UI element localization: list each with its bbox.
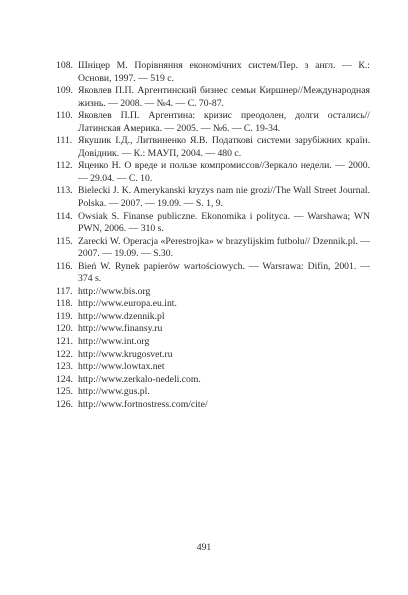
list-item xyxy=(56,110,370,135)
reference-link[interactable]: http://www.finansy.ru xyxy=(78,323,163,335)
reference-number: 119. xyxy=(56,310,73,322)
list-item xyxy=(56,386,370,399)
reference-link[interactable]: http://www.gus.pl. xyxy=(78,386,150,398)
reference-text: Owsiak S. Finanse publiczne. Ekonomika i polityca. — Warshawa; WN PWN, 2006. — 310 s. xyxy=(78,210,370,235)
reference-number: 112. xyxy=(56,160,73,172)
reference-text: Якушик І.Д., Литвиненко Я.В. Податкові системи зарубіжних країн. Довідник. — К.: МАУП, 2004. — 480 с. xyxy=(78,135,370,159)
reference-number: 109. xyxy=(56,85,73,97)
list-item xyxy=(56,60,370,85)
reference-text: Шніцер М. Порівняння економічних систем/Пер. з англ. — К.: Основи, 1997. — 519 с. xyxy=(78,60,370,84)
reference-number: 113. xyxy=(56,185,73,197)
list-item xyxy=(56,374,370,387)
reference-text: Яковлев П.П. Аргентинский бизнес семьи Киршнер//Международная жизнь. — 2008. — №4. — С. 70-87. xyxy=(78,85,370,109)
list-item xyxy=(56,311,370,324)
reference-link[interactable]: http://www.zerkalo-nedeli.com. xyxy=(78,373,201,385)
list-item xyxy=(56,361,370,374)
reference-number: 122. xyxy=(56,348,73,360)
list-item xyxy=(56,85,370,110)
list-item xyxy=(56,185,370,210)
list-item xyxy=(56,286,370,299)
reference-text: Bień W. Rynek papierów wartościowych. — Warsrawa: Difin, 2001. — 374 s. xyxy=(78,260,370,285)
list-item xyxy=(56,261,370,286)
list-item xyxy=(56,349,370,362)
list-item xyxy=(56,160,370,185)
reference-text: Zarecki W. Operacja «Perestrojka» w brazylijskim futbolu// Dzennik.pl. — 2007. — 19.09. — S.30. xyxy=(78,235,370,260)
list-item xyxy=(56,135,370,160)
reference-text: Яковлев П.П. Аргентина: кризис преодолен, долги остались// Латинская Америка. — 2005. — №6. — С. 19-34. xyxy=(78,110,370,134)
reference-list xyxy=(56,60,370,411)
list-item xyxy=(56,336,370,349)
reference-link[interactable]: http://www.krugosvet.ru xyxy=(78,348,173,360)
reference-number: 116. xyxy=(56,260,73,272)
reference-link[interactable]: http://www.fortnostress.com/cite/ xyxy=(78,398,208,410)
list-item xyxy=(56,399,370,412)
reference-number: 126. xyxy=(56,398,73,410)
reference-link[interactable]: http://www.europa.eu.int. xyxy=(78,298,177,310)
list-item xyxy=(56,298,370,311)
reference-number: 108. xyxy=(56,60,73,71)
list-item xyxy=(56,236,370,261)
reference-text: Яценко Н. О вреде и пользе компромиссов//Зеркало недели. — 2000. — 29.04. — С. 10. xyxy=(78,160,370,184)
reference-link[interactable]: http://www.lowtax.net xyxy=(78,361,165,373)
reference-number: 121. xyxy=(56,336,73,348)
reference-link[interactable]: http://www.int.org xyxy=(78,336,150,348)
reference-link[interactable]: http://www.dzennik.pl xyxy=(78,310,165,322)
reference-number: 118. xyxy=(56,298,73,310)
reference-number: 110. xyxy=(56,110,73,122)
reference-number: 115. xyxy=(56,235,73,247)
list-item xyxy=(56,211,370,236)
reference-number: 123. xyxy=(56,361,73,373)
reference-number: 124. xyxy=(56,373,73,385)
reference-number: 111. xyxy=(56,135,73,147)
list-item xyxy=(56,323,370,336)
reference-link[interactable]: http://www.bis.org xyxy=(78,285,151,297)
page-number: 491 xyxy=(196,542,212,553)
reference-number: 125. xyxy=(56,386,73,398)
reference-text: Bielecki J. K. Amerykanski kryzys nam nie grozi//The Wall Street Journal. Polska. — 2007. — 19.09. — S. 1, 9. xyxy=(78,185,370,210)
reference-number: 117. xyxy=(56,285,73,297)
reference-number: 120. xyxy=(56,323,73,335)
reference-number: 114. xyxy=(56,210,73,222)
